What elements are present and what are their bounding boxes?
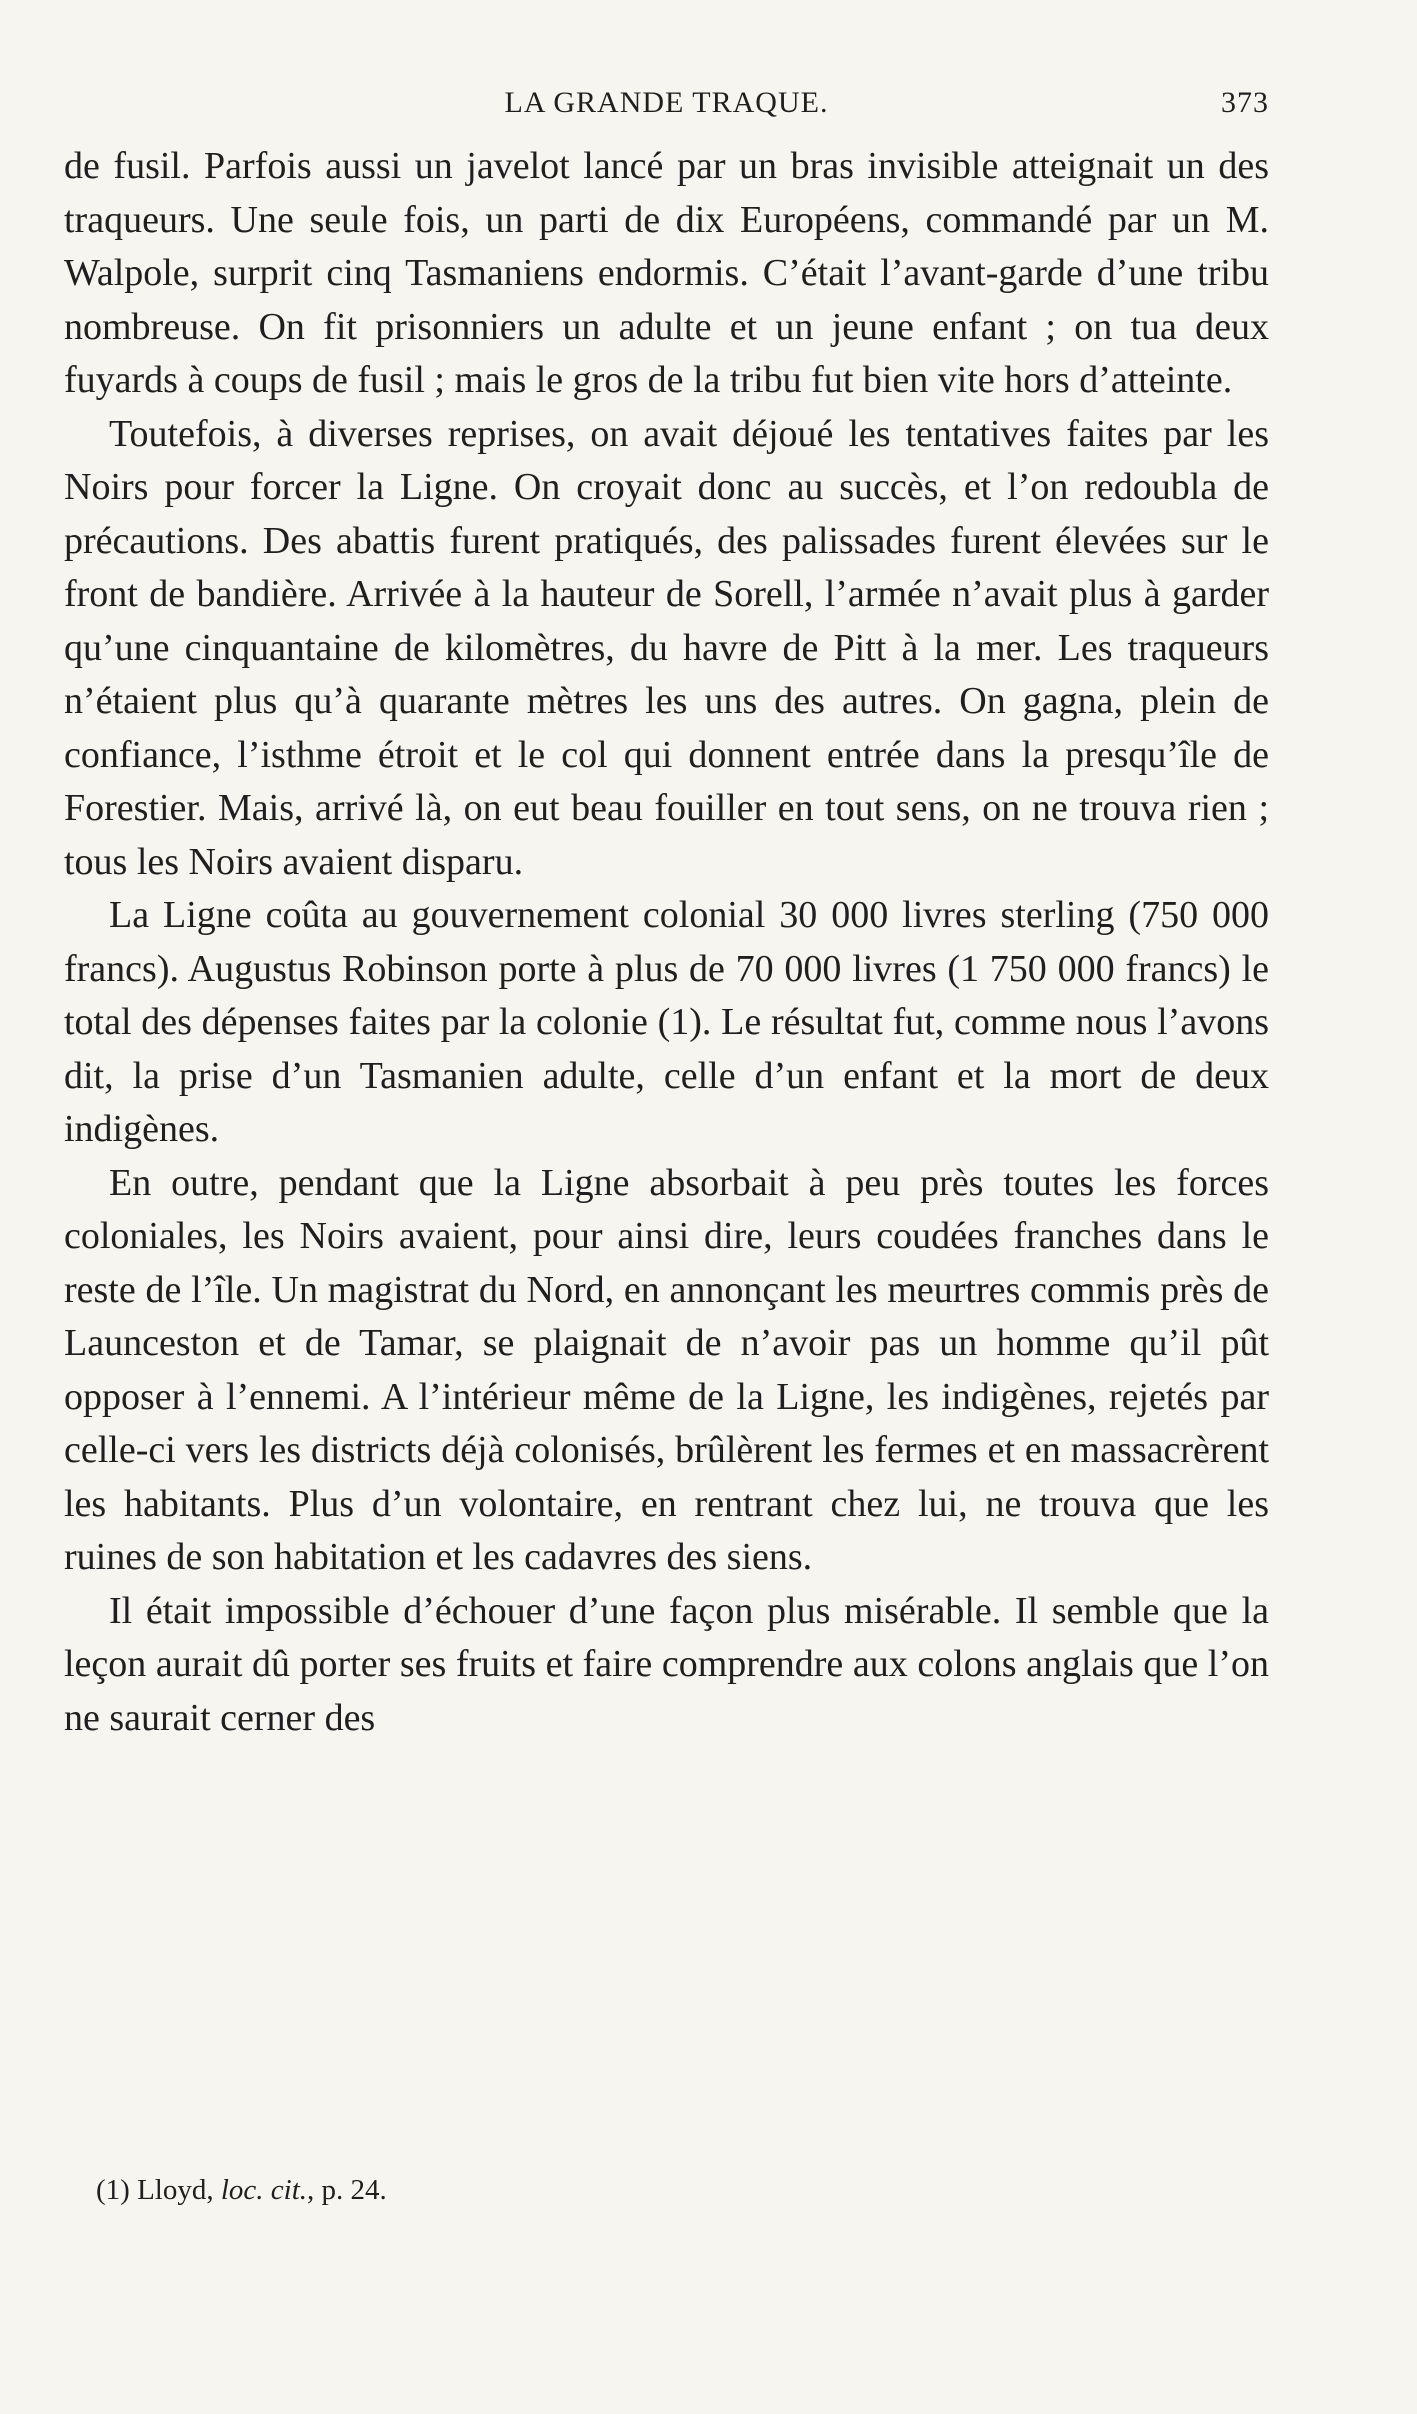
footnote-marker: (1) [96, 2174, 130, 2206]
paragraph-5: Il était impossible d’échouer d’une façon plus misérable. Il semble que la leçon aurait dû porter ses fruits et faire comprendre aux colons anglais que l’on ne saurait cerner des [64, 1589, 1269, 1739]
footnote-page: , p. 24. [307, 2174, 387, 2206]
paragraph-1: de fusil. Parfois aussi un javelot lancé par un bras invisible atteignait un des traqueurs. Une seule fois, un parti de dix Européens, commandé par un M. Walpole, surprit cinq Tasmaniens endormis. C’était l’avant-garde d’une tribu nombreuse. On fit prisonniers un adulte et un jeune enfant ; on tua deux fuyards à coups de fusil ; mais le gros de la tribu fut bien vite hors d’atteinte. [64, 145, 1269, 401]
paragraph-4: En outre, pendant que la Ligne absorbait à peu près toutes les forces coloniales, les Noirs avaient, pour ainsi dire, leurs coudées franches dans le reste de l’île. Un magistrat du Nord, en annonçant les meurtres commis près de Launceston et de Tamar, se plaignait de n’avoir pas un homme qu’il pût opposer à l’ennemi. A l’intérieur même de la Ligne, les indigènes, rejetés par celle-ci vers les districts déjà colonisés, brûlèrent les fermes et en massacrèrent les habitants. Plus d’un volontaire, en rentrant chez lui, ne trouva que les ruines de son habitation et les cadavres des siens. [64, 1161, 1269, 1578]
body-text [64, 140, 1269, 1745]
page-number: 373 [1221, 86, 1269, 119]
paragraph-2: Toutefois, à diverses reprises, on avait déjoué les tentatives faites par les Noirs pour forcer la Ligne. On croyait donc au succès, et l’on redoubla de précautions. Des abattis furent pratiqués, des palissades furent élevées sur le front de bandière. Arrivée à la hauteur de Sorell, l’armée n’avait plus à garder qu’une cinquantaine de kilomètres, du havre de Pitt à la mer. Les traqueurs n’étaient plus qu’à quarante mètres les uns des autres. On gagna, plein de confiance, l’isthme étroit et le col qui donnent entrée dans la presqu’île de Forestier. Mais, arrivé là, on eut beau fouiller en tout sens, on ne trouva rien ; tous les Noirs avaient disparu. [64, 412, 1269, 883]
footnote-author: Lloyd, [137, 2174, 214, 2206]
paragraph-3: La Ligne coûta au gouvernement colonial 30 000 livres sterling (750 000 francs). Augustus Robinson porte à plus de 70 000 livres (1 750 000 francs) le total des dépenses faites par la colonie (1). Le résultat fut, comme nous l’avons dit, la prise d’un Tasmanien adulte, celle d’un enfant et la mort de deux indigènes. [64, 894, 1269, 1150]
page-header [64, 86, 1269, 134]
footnote [96, 2170, 1196, 2210]
footnote-citation: loc. cit. [220, 2174, 308, 2206]
running-title: LA GRANDE TRAQUE. [504, 86, 829, 119]
